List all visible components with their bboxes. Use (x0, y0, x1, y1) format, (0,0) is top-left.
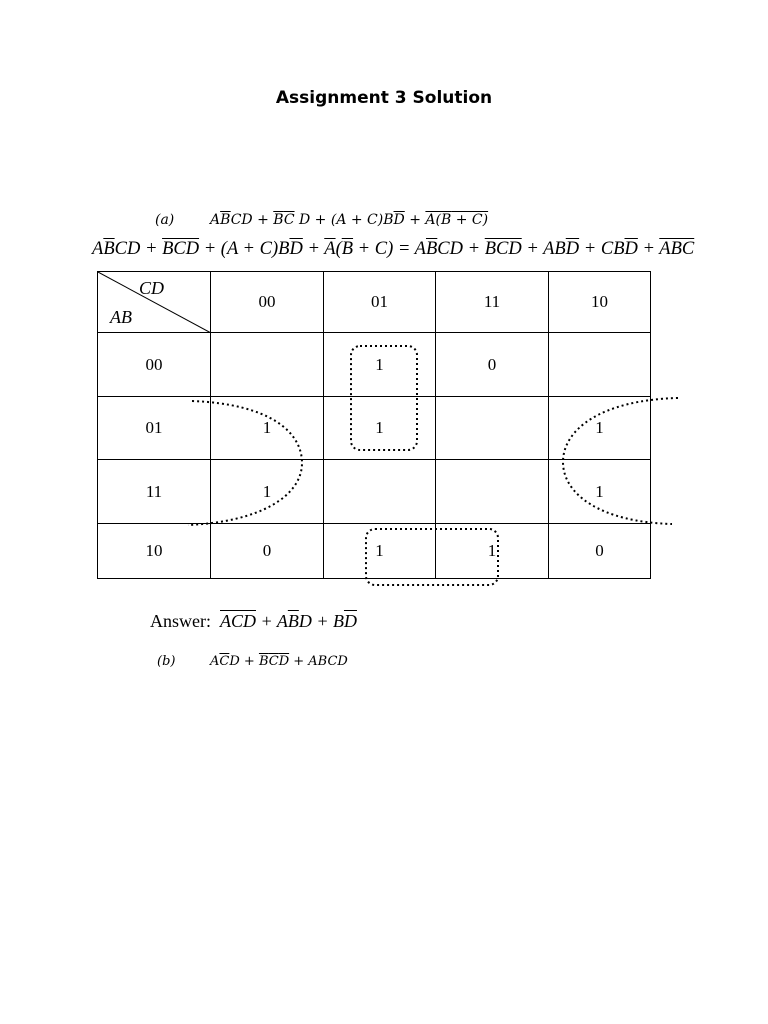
part-a-expansion: $A\overline{B}CD + \overline{BCD} + (A + C)B\overline{D} + \overline{A}(\overline{B} + C) = A\overline{B}CD + \overline{BCD} + AB\overline{D} + CB\overline{D} + \overline{ABC}$ (92, 239, 695, 259)
col-header: 11 (436, 272, 549, 333)
col-header: 01 (324, 272, 436, 333)
kmap-cell: 1 (436, 524, 549, 579)
row-header: 11 (98, 460, 211, 524)
col-header: 10 (549, 272, 651, 333)
karnaugh-map (97, 271, 651, 579)
answer-label: Answer: (150, 611, 211, 631)
col-header: 00 (211, 272, 324, 333)
kmap-row (98, 460, 651, 524)
kmap-cell: 1 (211, 397, 324, 460)
kmap-corner-cell (98, 272, 211, 333)
answer-expression: $\overline{ACD} + A\overline{B}D + B\overline{D}$ (220, 611, 357, 631)
row-header: 00 (98, 333, 211, 397)
kmap-cell: 0 (211, 524, 324, 579)
kmap-row (98, 397, 651, 460)
kmap-cell (549, 333, 651, 397)
kmap-cell: 1 (211, 460, 324, 524)
kmap-table (97, 271, 651, 579)
kmap-cell (436, 397, 549, 460)
answer-line (150, 611, 357, 632)
kmap-cell: 1 (324, 397, 436, 460)
part-b-label: (b) (157, 654, 176, 669)
kmap-cell: 1 (324, 524, 436, 579)
kmap-cell: 0 (436, 333, 549, 397)
row-header: 01 (98, 397, 211, 460)
row-header: 10 (98, 524, 211, 579)
part-b-expression: $A\overline{C}D + \overline{B}\overline{C}\overline{D}$ + ABCD (210, 654, 348, 669)
kmap-cell: 1 (549, 397, 651, 460)
col-var-label: CD (138, 278, 164, 298)
kmap-row (98, 524, 651, 579)
part-a-label: (a) (155, 212, 175, 228)
part-a-expression: $A\overline{B}CD + \overline{B}\overline{C}$ $D + (A + C)B\overline{D} + A(\overline{B} + C)$ (210, 212, 489, 228)
page-title: Assignment 3 Solution (275, 88, 493, 108)
kmap-cell: 1 (324, 333, 436, 397)
row-var-label: AB (110, 307, 132, 327)
kmap-cell: 0 (549, 524, 651, 579)
kmap-cell: 1 (549, 460, 651, 524)
kmap-cell (436, 460, 549, 524)
kmap-cell (211, 333, 324, 397)
kmap-cell (324, 460, 436, 524)
kmap-row (98, 333, 651, 397)
kmap-header-row (98, 272, 651, 333)
